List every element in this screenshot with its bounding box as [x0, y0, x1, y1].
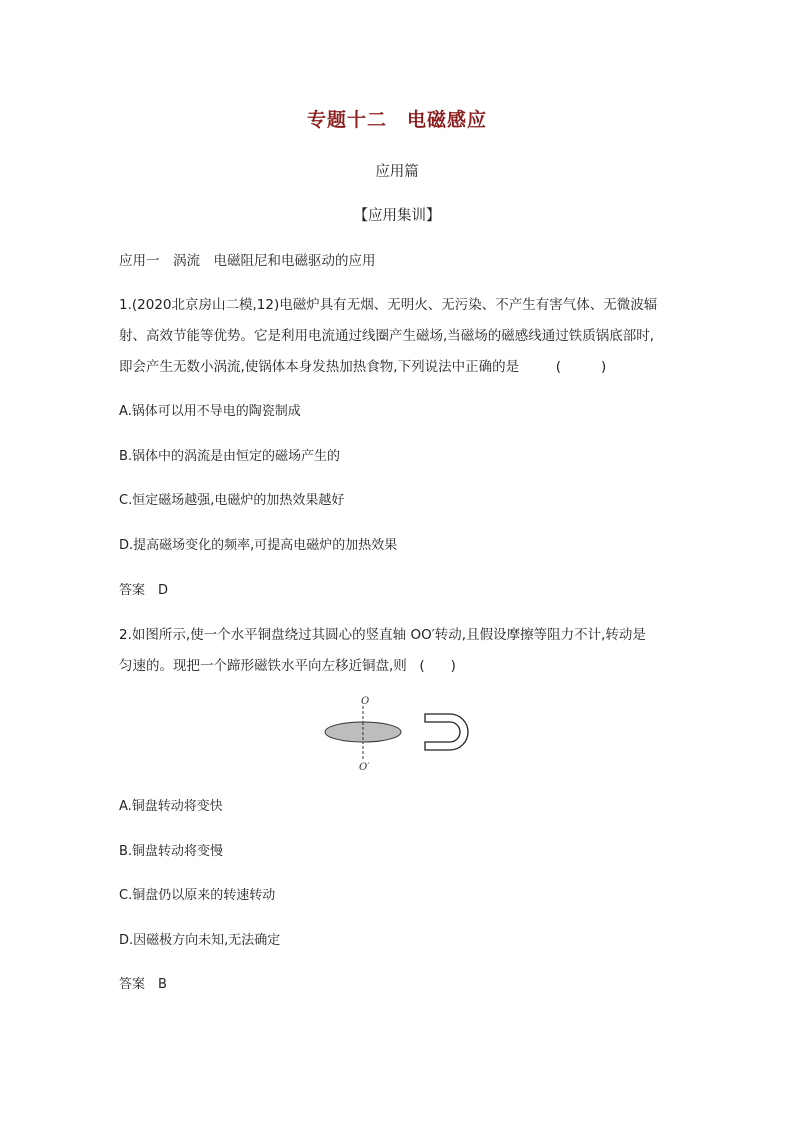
axis-label-top: O	[361, 696, 370, 707]
q2-option-b: B.铜盘转动将变慢	[119, 844, 224, 859]
q2-option-c: C.铜盘仍以原来的转速转动	[119, 888, 276, 903]
section-heading: 应用篇	[375, 164, 419, 180]
q2-stem-line-1: 2.如图所示,使一个水平铜盘绕过其圆心的竖直轴 OO′转动,且假设摩擦等阻力不计,转动是	[119, 627, 646, 643]
q1-stem-line-1: 1.(2020北京房山二模,12)电磁炉具有无烟、无明火、无污染、不产生有害气体、无微波辐	[119, 297, 658, 313]
q1-answer-paren-open: (	[555, 359, 561, 375]
axis-label-bottom: O′	[359, 762, 370, 773]
horseshoe-magnet	[425, 714, 468, 750]
q1-option-c: C.恒定磁场越强,电磁炉的加热效果越好	[119, 493, 345, 508]
q1-option-a: A.锅体可以用不导电的陶瓷制成	[119, 404, 301, 419]
topic-heading: 应用一 涡流 电磁阻尼和电磁驱动的应用	[119, 253, 376, 269]
q2-answer-paren-close: )	[450, 658, 456, 674]
q1-answer: 答案 D	[119, 583, 169, 598]
q1-answer-paren-close: )	[600, 359, 607, 375]
q1-stem-text: 即会产生无数小涡流,使锅体本身发热加热食物,下列说法中正确的是	[119, 359, 520, 375]
q2-option-a: A.铜盘转动将变快	[119, 799, 223, 814]
q2-answer: 答案 B	[119, 977, 167, 992]
q2-stem-line-2	[119, 654, 456, 674]
q1-option-b: B.锅体中的涡流是由恒定的磁场产生的	[119, 449, 341, 464]
collection-heading: 【应用集训】	[353, 208, 441, 224]
q1-option-d: D.提高磁场变化的频率,可提高电磁炉的加热效果	[119, 538, 398, 553]
q2-stem-text: 匀速的。现把一个蹄形磁铁水平向左移近铜盘,则	[119, 658, 407, 674]
page-title: 专题十二 电磁感应	[306, 109, 487, 131]
q1-stem-line-3	[119, 355, 606, 375]
q2-option-d: D.因磁极方向未知,无法确定	[119, 933, 281, 948]
q1-stem-line-2: 射、高效节能等优势。它是利用电流通过线圈产生磁场,当磁场的磁感线通过铁质锅底部时,	[119, 328, 655, 344]
copper-disk-figure	[315, 690, 485, 775]
q2-answer-paren-open: (	[419, 658, 425, 674]
